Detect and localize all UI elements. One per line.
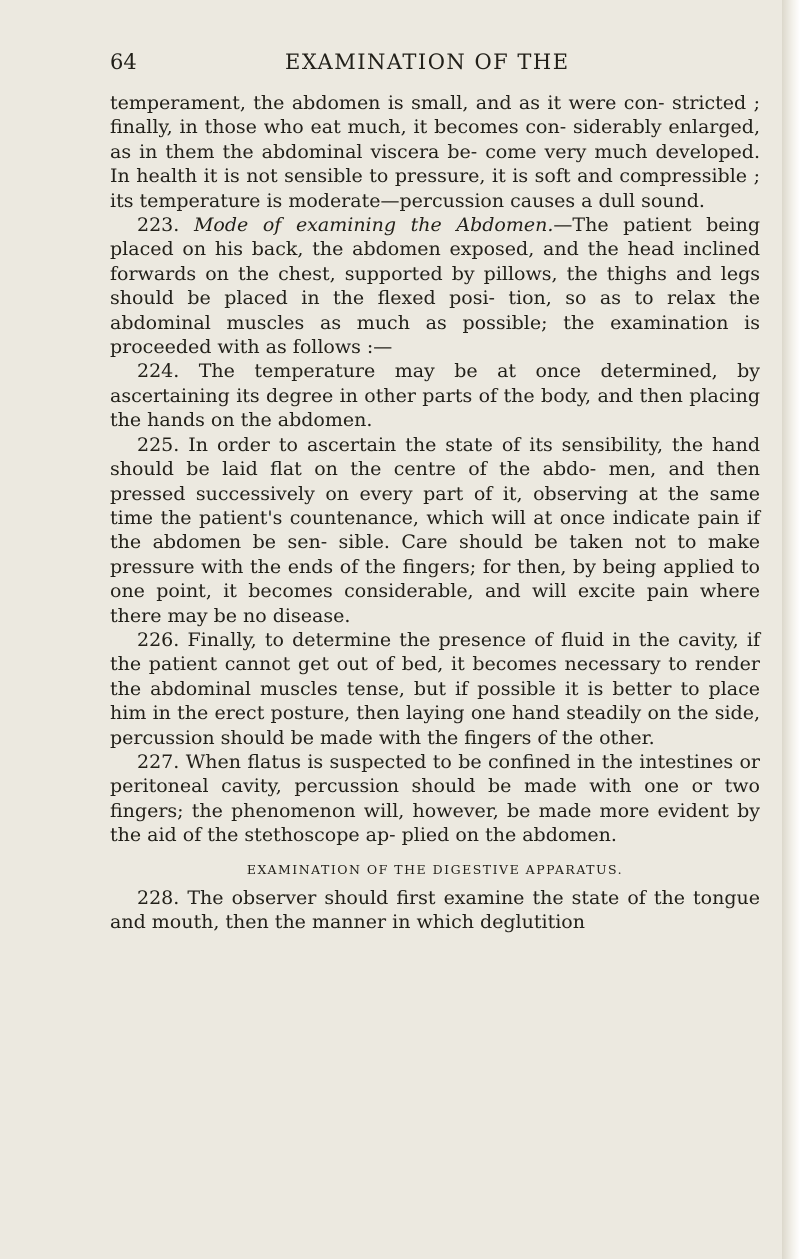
paragraph-223 <box>110 213 760 359</box>
paragraph-227: 227. When flatus is suspected to be confined in the intestines or peritoneal cavity, percussion should be made with one or two fingers; the phenomenon will, however, be made more evident by the aid of the stethoscope ap- plied on the abdomen. <box>110 750 760 847</box>
paragraph-228: 228. The observer should first examine the state of the tongue and mouth, then the manner in which deglutition <box>110 886 760 933</box>
paragraph-text: —The patient being placed on his back, the abdomen exposed, and the head inclined forwards on the chest, supported by pillows, the thighs and legs should be placed in the flexed posi- tion, so as to relax the abdominal muscles as much as possible; the examination is proceeded with as follows :— <box>110 214 760 359</box>
section-heading: EXAMINATION OF THE DIGESTIVE APPARATUS. <box>246 861 624 877</box>
paragraph-number: 223. <box>137 214 180 237</box>
body-text <box>110 91 760 934</box>
paragraph-224: 224. The temperature may be at once determined, by ascertaining its degree in other parts of the body, and then placing the hands on the abdomen. <box>110 360 760 432</box>
paragraph-225: 225. In order to ascertain the state of its sensibility, the hand should be laid flat on the centre of the abdo- men, and then pressed successively on every part of it, observing at the same time the patient's countenance, which will at once indicate pain if the abdomen be sen- sible. Care should be taken not to make pressure with the ends of the fingers; for then, by being applied to one point, it becomes considerable, and will excite pain where there may be no disease. <box>110 433 760 627</box>
page-number: 64 <box>110 50 137 74</box>
page-edge <box>782 0 800 1259</box>
running-head: EXAMINATION OF THE <box>285 50 570 74</box>
page-header <box>110 50 770 80</box>
paragraph-title: Mode of examining the Abdomen. <box>193 214 554 237</box>
paragraph-continuation: temperament, the abdomen is small, and as it were con- stricted ; finally, in those who eat much, it becomes con- siderably enlarged, as in them the abdominal viscera be- come very much developed. In health it is not sensible to pressure, it is soft and compressible ; its temperature is moderate—percussion causes a dull sound. <box>110 92 760 212</box>
paragraph-226: 226. Finally, to determine the presence of fluid in the cavity, if the patient cannot get out of bed, it becomes necessary to render the abdominal muscles tense, but if possible it is better to place him in the erect posture, then laying one hand steadily on the side, percussion should be made with the fingers of the other. <box>110 628 760 749</box>
